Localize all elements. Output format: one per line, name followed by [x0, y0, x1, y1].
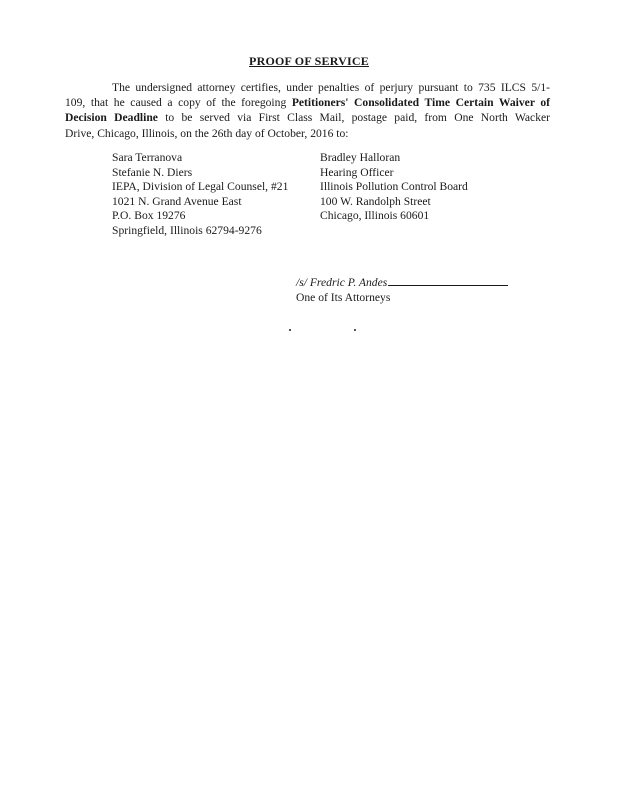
signature-name: /s/ Fredric P. Andes — [296, 276, 388, 289]
paragraph-line-3 — [65, 110, 550, 125]
signature-rule — [388, 284, 508, 286]
paragraph-line-4 — [65, 126, 550, 141]
paragraph-line-4-text: Drive, Chicago, Illinois, on the 26th day of October, 2016 to: — [65, 126, 349, 140]
address-line: Hearing Officer — [320, 165, 394, 179]
paragraph-line-1-text: The undersigned attorney certifies, under penalties of perjury pursuant to 735 ILCS 5/1- — [112, 81, 550, 94]
document-name-part-1: Petitioners' Consolidated Time Certain Waiver of — [291, 96, 550, 110]
recipient-address-right — [320, 151, 468, 224]
address-line: Chicago, Illinois 60601 — [320, 209, 430, 223]
paragraph-line-3-text: to be served via First Class Mail, postage paid, from One North Wacker — [157, 111, 550, 125]
address-line: Sara Terranova — [112, 151, 183, 164]
signature-block — [296, 275, 508, 305]
address-line: 1021 N. Grand Avenue East — [112, 194, 242, 208]
address-line: 100 W. Randolph Street — [320, 194, 431, 208]
document-name-part-2: Decision Deadline — [65, 111, 158, 125]
paragraph-line-2-text: 109, that he caused a copy of the foregoing — [65, 96, 292, 110]
document-title: PROOF OF SERVICE — [249, 54, 369, 68]
signature-line — [296, 275, 508, 290]
address-line: IEPA, Division of Legal Counsel, #21 — [112, 180, 289, 194]
scan-speck — [289, 329, 291, 331]
paragraph-line-1 — [112, 80, 550, 95]
address-line: Springfield, Illinois 62794-9276 — [112, 223, 262, 237]
signature-role: One of Its Attorneys — [296, 291, 391, 304]
paragraph-line-2 — [65, 95, 550, 110]
address-line: Bradley Halloran — [320, 151, 401, 164]
address-line: Illinois Pollution Control Board — [320, 180, 468, 194]
certification-paragraph — [65, 80, 550, 141]
address-line: P.O. Box 19276 — [112, 209, 186, 223]
address-line: Stefanie N. Diers — [112, 165, 193, 179]
recipient-address-left — [112, 151, 288, 239]
scan-speck — [354, 329, 356, 331]
